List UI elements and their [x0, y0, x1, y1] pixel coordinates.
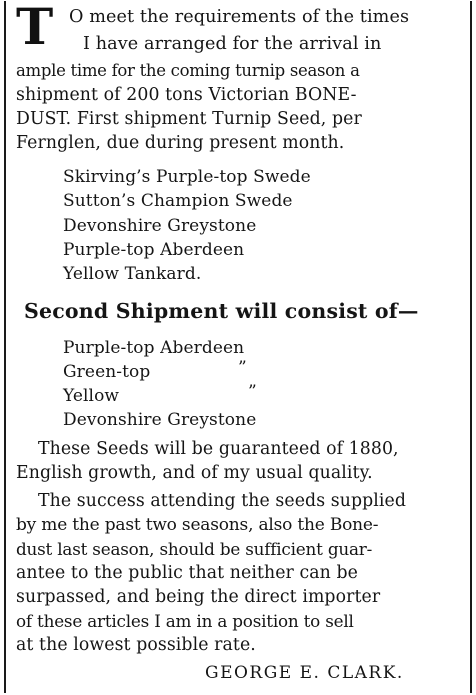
- second-shipment-item: Green-top: [63, 362, 151, 382]
- intro-line: shipment of 200 tons Victorian BONE-: [16, 85, 357, 105]
- drop-cap-letter: T: [16, 0, 54, 56]
- closing-line: of these articles I am in a position to sell: [16, 611, 354, 631]
- signature: GEORGE E. CLARK.: [205, 663, 404, 683]
- first-shipment-item: Purple-top Aberdeen: [63, 240, 245, 260]
- first-shipment-item: Skirving’s Purple-top Swede: [63, 167, 311, 187]
- second-shipment-heading: Second Shipment will consist of—: [24, 299, 419, 323]
- closing-line: surpassed, and being the direct importer: [16, 587, 381, 607]
- intro-line: DUST. First shipment Turnip Seed, per: [16, 109, 362, 129]
- closing-line: at the lowest possible rate.: [16, 635, 256, 655]
- intro-line: ample time for the coming turnip season a: [16, 61, 360, 80]
- first-shipment-item: Yellow Tankard.: [63, 264, 202, 284]
- intro-line: O meet the requirements of the times: [69, 7, 410, 27]
- first-shipment-item: Sutton’s Champion Swede: [63, 191, 293, 211]
- closing-line: The success attending the seeds supplied: [38, 491, 407, 511]
- ditto-mark: ”: [248, 382, 257, 402]
- first-shipment-item: Devonshire Greystone: [63, 216, 257, 236]
- guarantee-line: English growth, and of my usual quality.: [16, 463, 373, 483]
- ditto-mark: ”: [238, 358, 247, 378]
- second-shipment-item: Yellow: [63, 386, 120, 406]
- intro-line: Fernglen, due during present month.: [16, 133, 345, 153]
- closing-line: dust last season, should be sufficient guar-: [16, 539, 373, 559]
- closing-line: antee to the public that neither can be: [16, 563, 358, 583]
- second-shipment-item: Purple-top Aberdeen: [63, 338, 245, 358]
- guarantee-line: These Seeds will be guaranteed of 1880,: [38, 439, 399, 459]
- closing-line: by me the past two seasons, also the Bone-: [16, 515, 379, 535]
- intro-line: I have arranged for the arrival in: [83, 34, 382, 54]
- second-shipment-item: Devonshire Greystone: [63, 410, 257, 430]
